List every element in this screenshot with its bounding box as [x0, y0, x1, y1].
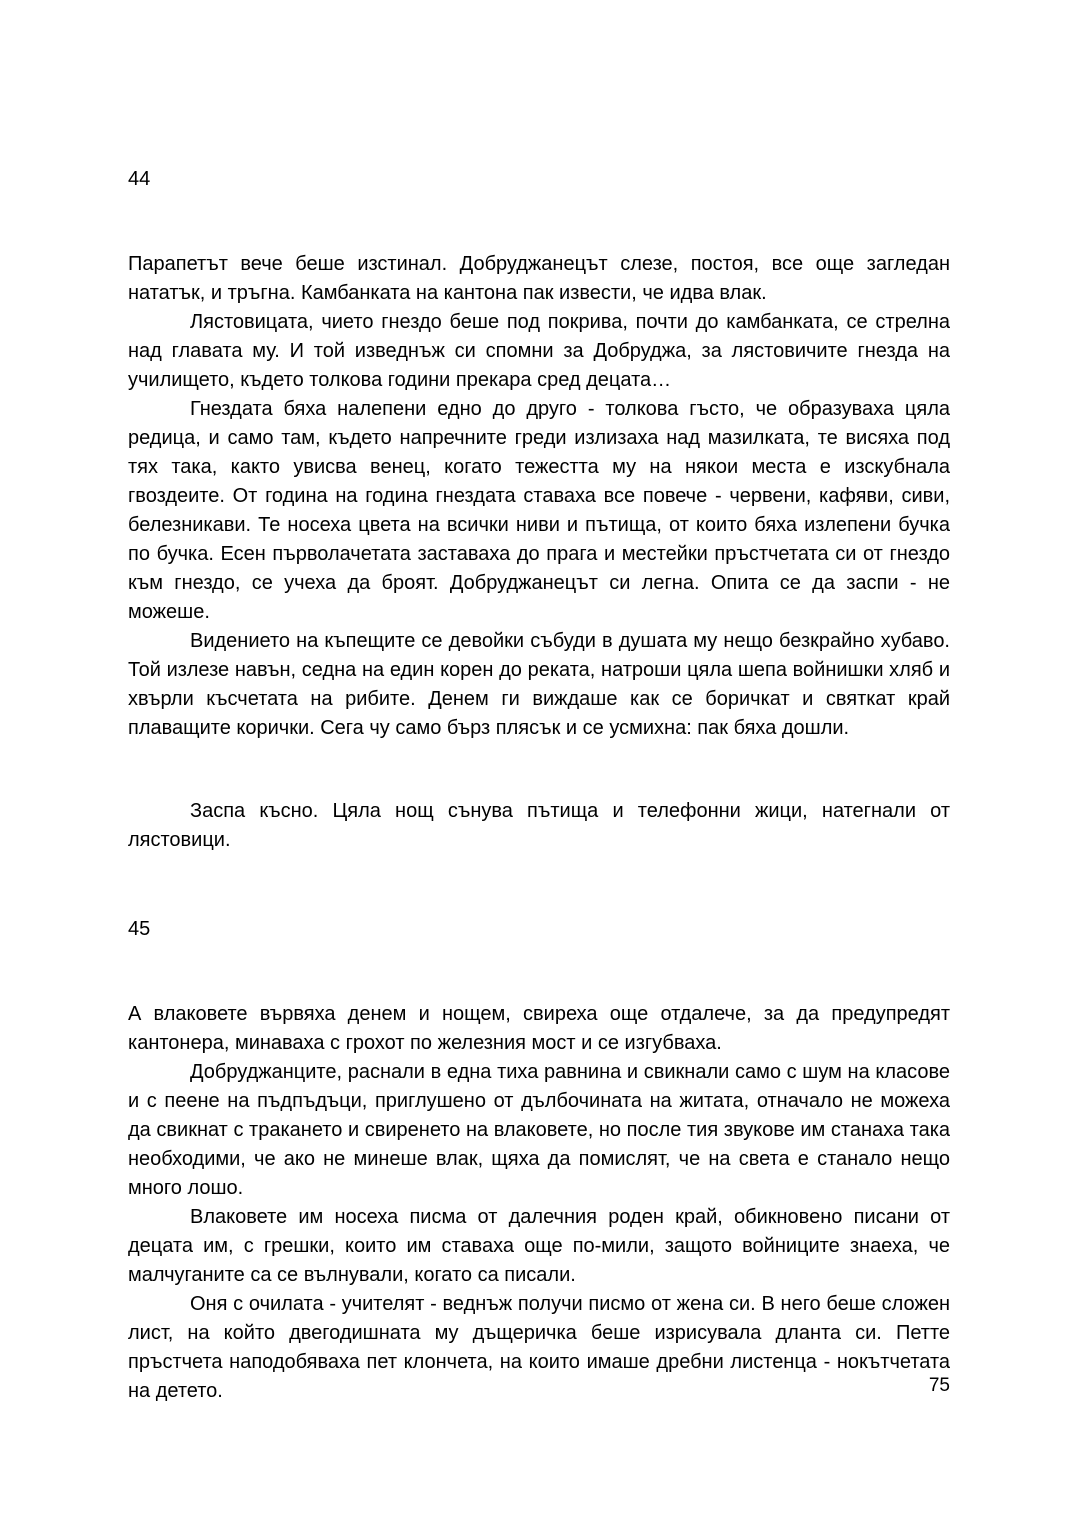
paragraph: Лястовицата, чието гнездо беше под покрива, почти до камбанката, се стрелна над главата му. И той изведнъж си спомни за Добруджа, за лястовичите гнезда на училището, където толкова години прекара сред децата… — [128, 311, 950, 391]
paragraph: Парапетът вече беше изстинал. Добруджанецът слезе, постоя, все още загледан нататък, и тръгна. Камбанката на кантона пак извести, че идва влак. — [128, 253, 950, 304]
paragraph: Оня с очилата - учителят - веднъж получи писмо от жена си. В него беше сложен лист, на който двегодишната му дъщеричка беше изрисувала дланта си. Петте пръстчета наподобяваха пет клончета, на които имаше дребни листенца - нокътчетата на детето. — [128, 1293, 950, 1402]
chapter-45 — [128, 915, 950, 1406]
paragraph: Влаковете им носеха писма от далечния роден край, обикновено писани от децата им, с грешки, които им ставаха още по-мили, защото войниците знаеха, че малчуганите са се вълнували, когато са писали. — [128, 1206, 950, 1286]
paragraph: Заспа късно. Цяла нощ сънува пътища и телефонни жици, натегнали от лястовици. — [128, 800, 950, 851]
paragraph: Гнездата бяха налепени едно до друго - толкова гъсто, че образуваха цяла редица, и само там, където напречните греди излизаха над мазилката, те висяха под тях така, както увисва венец, когато тежестта му на някои места е изскубнала гвоздеите. От година на година гнездата ставаха все повече - червени, кафяви, сиви, белезникави. Те носеха цвета на всички ниви и пътища, от които бяха излепени бучка по бучка. Есен първолачетата заставаха до прага и местейки пръстчетата си от гнездо към гнездо, се учеха да броят. Добруджанецът си легна. Опита се да заспи - не можеше. — [128, 398, 950, 623]
paragraph: А влаковете вървяха денем и нощем, свиреха още отдалече, за да предупредят кантонера, минаваха с грохот по железния мост и се изгубваха. — [128, 1003, 950, 1054]
chapter-number: 44 — [128, 168, 151, 190]
chapter-number: 45 — [128, 918, 151, 940]
paragraph: Добруджанците, раснали в една тиха равнина и свикнали само с шум на класове и с пеене на пъдпъдъци, приглушено от дълбочината на житата, отначало не можеха да свикнат с тракането и свиренето на влаковете, но после тия звукове им станаха така необходими, че ако не минеше влак, щяха да помислят, че на света е станало нещо много лошо. — [128, 1061, 950, 1199]
chapter-44 — [128, 165, 950, 855]
paragraph: Видението на къпещите се девойки събуди в душата му нещо безкрайно хубаво. Той излезе навън, седна на един корен до реката, натроши цяла шепа войнишки хляб и хвърли късчетата на рибите. Денем ги виждаше как се боричкат и святкат край плаващите корички. Сега чу само бърз плясък и се усмихна: пак бяха дошли. — [128, 630, 950, 739]
page-number: 75 — [928, 1375, 950, 1396]
